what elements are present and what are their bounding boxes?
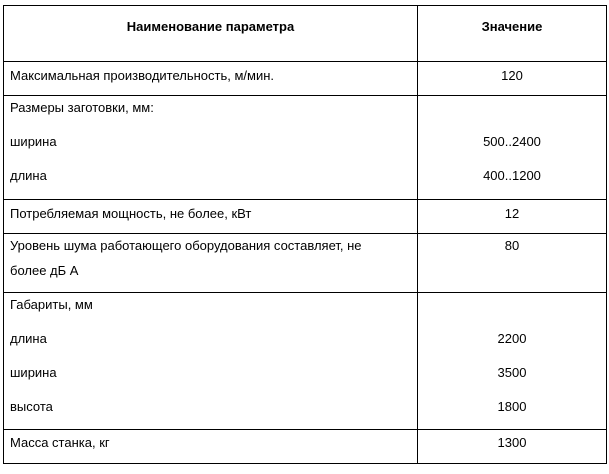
param-value: 12	[418, 200, 607, 234]
table-row	[4, 200, 607, 234]
header-value: Значение	[418, 6, 607, 62]
param-name: Масса станка, кг	[4, 430, 418, 464]
param-value-cell	[418, 96, 607, 200]
table-row	[4, 430, 607, 464]
spec-table	[3, 5, 607, 464]
table-row	[4, 293, 607, 430]
sub-param-value: 1800	[497, 399, 527, 414]
param-value-cell	[418, 293, 607, 430]
sub-param-value: 500..2400	[483, 134, 541, 149]
sub-param-value: 2200	[497, 331, 527, 346]
table-row	[4, 234, 607, 293]
param-name-line: более дБ А	[10, 263, 79, 278]
sub-param-name: высота	[10, 399, 53, 414]
param-value: 80	[418, 234, 607, 293]
param-name-cell	[4, 234, 418, 293]
param-name-line: Уровень шума работающего оборудования составляет, не	[10, 238, 362, 253]
table-row	[4, 62, 607, 96]
sub-param-value: 3500	[497, 365, 527, 380]
param-name: Размеры заготовки, мм:	[10, 100, 154, 115]
sub-param-name: длина	[10, 331, 47, 346]
sub-param-value: 400..1200	[483, 168, 541, 183]
param-name-cell	[4, 293, 418, 430]
param-name: Габариты, мм	[10, 297, 93, 312]
param-name: Максимальная производительность, м/мин.	[4, 62, 418, 96]
table-row	[4, 96, 607, 200]
param-value: 1300	[418, 430, 607, 464]
header-param-name: Наименование параметра	[4, 6, 418, 62]
sub-param-name: ширина	[10, 365, 57, 380]
sub-param-name: длина	[10, 168, 47, 183]
param-name: Потребляемая мощность, не более, кВт	[4, 200, 418, 234]
table-header-row	[4, 6, 607, 62]
sub-param-name: ширина	[10, 134, 57, 149]
param-value: 120	[418, 62, 607, 96]
param-name-cell	[4, 96, 418, 200]
